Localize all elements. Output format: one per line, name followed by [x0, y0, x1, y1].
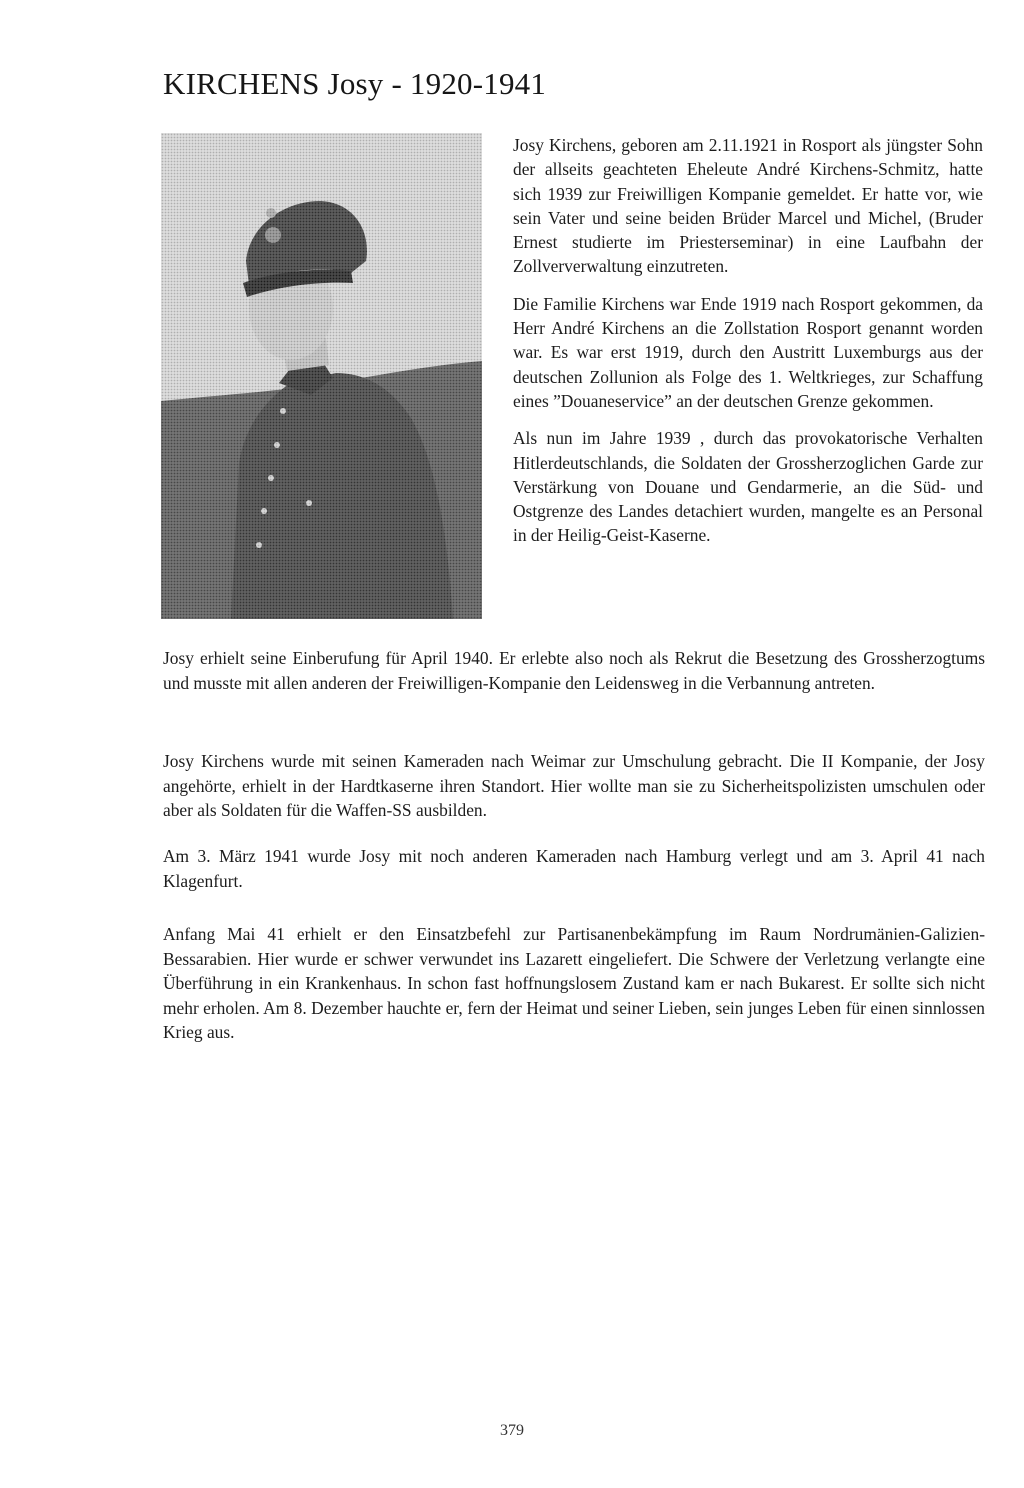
portrait-photo-icon — [161, 133, 482, 619]
page-number: 379 — [500, 1422, 524, 1439]
intro-paragraph-1: Josy Kirchens, geboren am 2.11.1921 in Rosport als jüngster Sohn der allseits geachteten Eheleute André Kirchens-Schmitz, hatte sich 1939 zur Freiwilligen Kompanie gemeldet. Er hatte vor, wie sein Vater und seine beiden Brüder Marcel und Michel, (Bruder Ernest studierte im Priesterseminar) in eine Laufbahn der Zollververwaltung einzutreten. — [513, 135, 983, 277]
body-paragraph-block-1 — [163, 646, 985, 695]
body-paragraph-block-2 — [163, 749, 985, 823]
body-paragraph-1: Josy erhielt seine Einberufung für April 1940. Er erlebte also noch als Rekrut die Besetzung des Grossherzogtums und musste mit allen anderen der Freiwilligen-Kompanie den Leidensweg in die Verbannung antreten. — [163, 648, 985, 693]
body-paragraph-block-3 — [163, 844, 985, 893]
intro-paragraph-2: Die Familie Kirchens war Ende 1919 nach Rosport gekommen, da Herr André Kirchens an die Zollstation Rosport genannt worden war. Es war erst 1919, durch den Austritt Luxemburgs aus der deutschen Zollunion als Folge des 1. Weltkrieges, zur Schaffung eines ”Douaneservice” an der deutschen Grenze gekommen. — [513, 293, 983, 411]
body-paragraph-4: Anfang Mai 41 erhielt er den Einsatzbefehl zur Partisanenbekämpfung im Raum Nordrumänien-Galizien-Bessarabien. Hier wurde er schwer verwundet ins Lazarett eingeliefert. Die Schwere der Verletzung verlangte eine Überführung in ein Krankenhaus. In schon fast hoffnungslosem Zustand kam er nach Bukarest. Er sollte sich nicht mehr erholen. Am 8. Dezember hauchte er, fern der Heimat und seiner Lieben, sein junges Leben für einen sinnlossen Krieg aus. — [163, 924, 985, 1042]
intro-paragraph-3: Als nun im Jahre 1939 , durch das provokatorische Verhalten Hitlerdeutschlands, die Soldaten der Grossherzoglichen Garde zur Verstärkung von Douane und Gendarmerie, an die Süd- und Ostgrenze des Landes detachiert wurden, mangelte es an Personal in der Heilig-Geist-Kaserne. — [513, 428, 983, 546]
intro-column — [513, 133, 983, 561]
body-paragraph-3: Am 3. März 1941 wurde Josy mit noch anderen Kameraden nach Hamburg verlegt und am 3. April 41 nach Klagenfurt. — [163, 846, 985, 891]
portrait-photo — [161, 133, 482, 619]
body-paragraph-block-4 — [163, 922, 985, 1045]
page-title: KIRCHENS Josy - 1920-1941 — [163, 66, 547, 101]
body-paragraph-2: Josy Kirchens wurde mit seinen Kameraden nach Weimar zur Umschulung gebracht. Die II Kompanie, der Josy angehörte, erhielt in der Hardtkaserne ihren Standort. Hier wollte man sie zu Sicherheitspolizisten umschulen oder aber als Soldaten für die Waffen-SS ausbilden. — [163, 751, 985, 820]
